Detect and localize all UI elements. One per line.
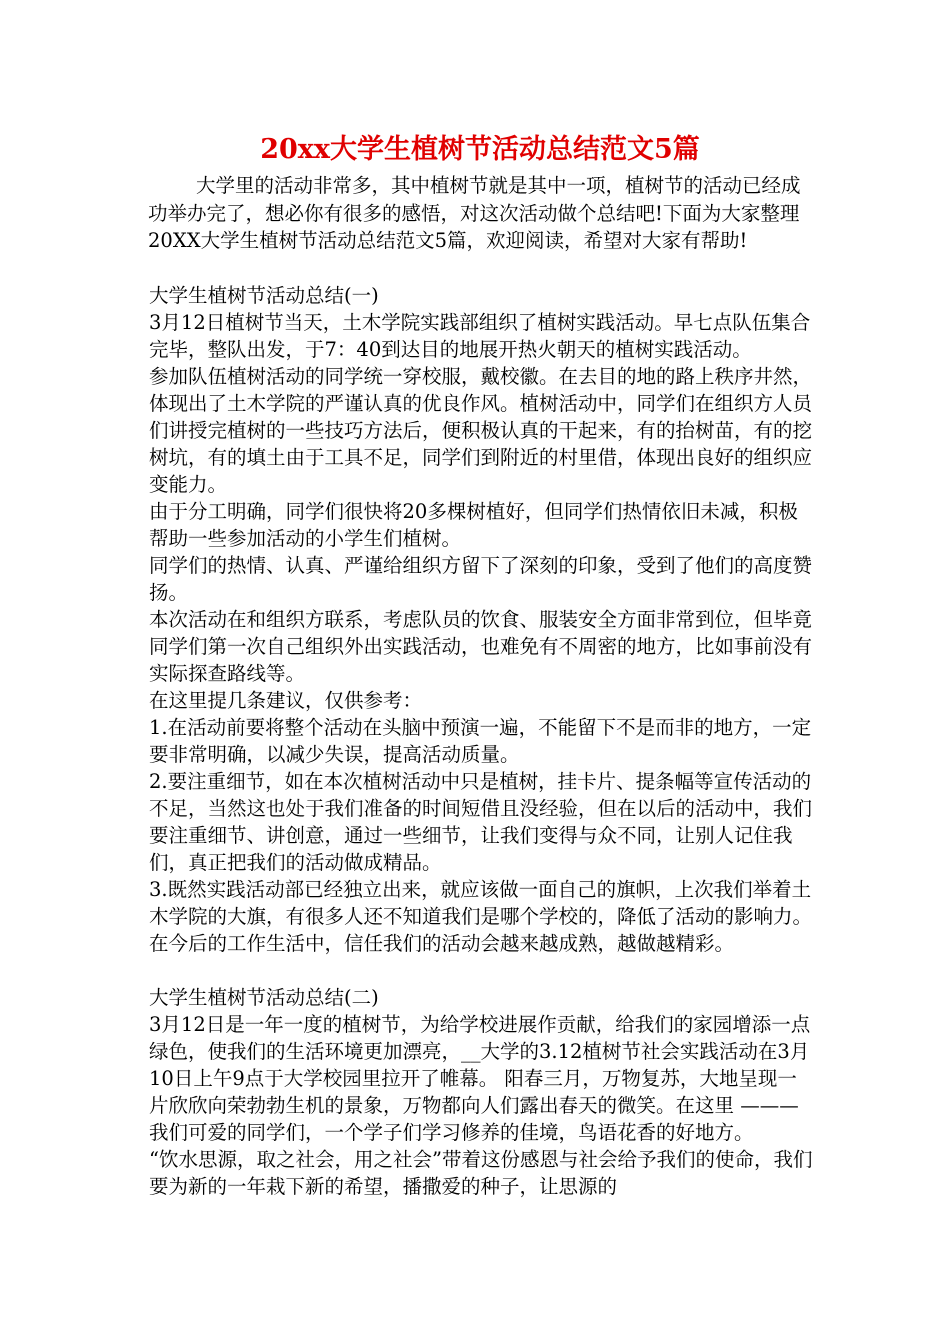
intro-paragraph: 大学里的活动非常多，其中植树节就是其中一项，植树节的活动已经成功举办完了，想必你有很多的感悟，对这次活动做个总结吧!下面为大家整理20XX大学生植树节活动总结范文5篇，欢迎阅读，希望对大家有帮助! [148, 174, 801, 252]
section2-paragraph: 3月12日是一年一度的植树节，为给学校进展作贡献，给我们的家园增添一点绿色，使我们的生活环境更加漂亮，__大学的3.12植树节社会实践活动在3月10日上午9点于大学校园里拉开了帷幕。 阳春三月，万物复苏，大地呈现一片欣欣向荣勃勃生机的景象，万物都向人们露出春天的微笑。在这里 ———我们可爱的同学们，一个学子们学习修养的佳境，鸟语花香的好地方。 [149, 1012, 811, 1144]
section-heading-1: 大学生植树节活动总结(一) [149, 283, 379, 307]
section-heading-2: 大学生植树节活动总结(二) [149, 985, 379, 1009]
section-spacer [145, 255, 815, 282]
section1-paragraph: 同学们的热情、认真、严谨给组织方留下了深刻的印象，受到了他们的高度赞扬。 [149, 553, 813, 604]
section1-paragraph: 3.既然实践活动部已经独立出来，就应该做一面自己的旗帜，上次我们举着土木学院的大旗，有很多人还不知道我们是哪个学校的，降低了活动的影响力。 [149, 877, 813, 928]
section1-paragraph: 3月12日植树节当天，土木学院实践部组织了植树实践活动。早七点队伍集合完毕，整队出发，于7：40到达目的地展开热火朝天的植树实践活动。 [149, 310, 811, 361]
section1-paragraph: 本次活动在和组织方联系，考虑队员的饮食、服装安全方面非常到位，但毕竟同学们第一次自己组织外出实践活动，也难免有不周密的地方，比如事前没有实际探查路线等。 [149, 607, 813, 685]
section1-paragraph: 2.要注重细节，如在本次植树活动中只是植树，挂卡片、提条幅等宣传活动的不足，当然这也处于我们准备的时间短借且没经验，但在以后的活动中，我们要注重细节、讲创意，通过一些细节，让我们变得与众不同，让别人记住我们，真正把我们的活动做成精品。 [149, 769, 813, 874]
section1-paragraph: 参加队伍植树活动的同学统一穿校服，戴校徽。在去目的地的路上秩序井然，体现出了土木学院的严谨认真的优良作风。植树活动中，同学们在组织方人员们讲授完植树的一些技巧方法后，便积极认真的干起来，有的抬树苗，有的挖树坑，有的填土由于工具不足，同学们到附近的村里借，体现出良好的组织应变能力。 [149, 364, 813, 496]
section1-paragraph: 在这里提几条建议，仅供参考： [149, 688, 423, 712]
section1-paragraph: 在今后的工作生活中，信任我们的活动会越来越成熟，越做越精彩。 [149, 931, 735, 955]
section1-paragraph: 由于分工明确，同学们很快将20多棵树植好，但同学们热情依旧未减，积极帮助一些参加活动的小学生们植树。 [149, 499, 798, 550]
section-spacer [145, 957, 815, 984]
document-page [145, 130, 815, 1200]
document-title: 20xx大学生植树节活动总结范文5篇 [260, 134, 700, 165]
section1-paragraph: 1.在活动前要将整个活动在头脑中预演一遍，不能留下不是而非的地方，一定要非常明确，以减少失误，提高活动质量。 [149, 715, 812, 766]
section2-paragraph: “饮水思源，取之社会，用之社会”带着这份感恩与社会给予我们的使命，我们要为新的一年栽下新的希望，播撒爱的种子，让思源的 [149, 1147, 813, 1198]
